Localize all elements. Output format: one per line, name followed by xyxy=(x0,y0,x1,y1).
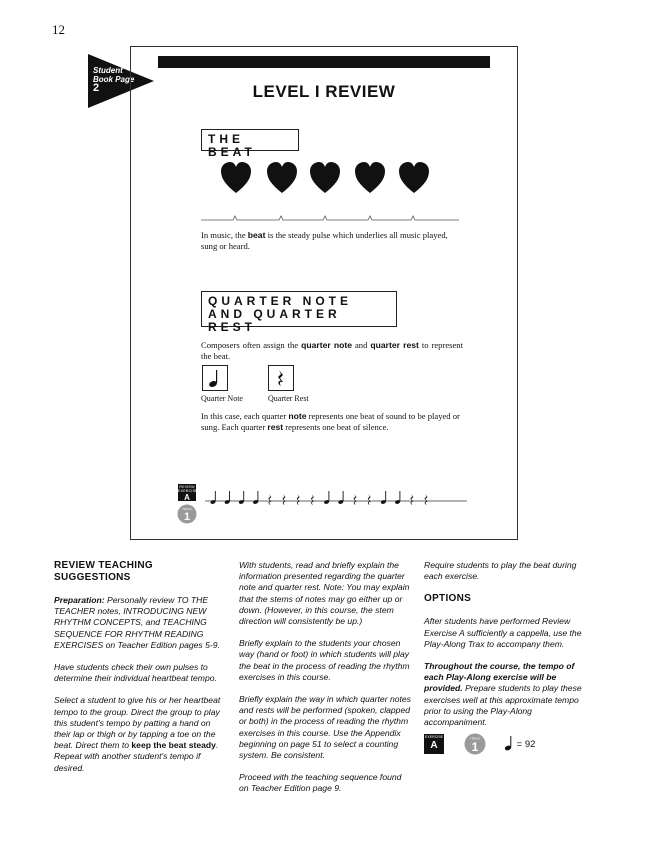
rhythm-exercise-staff xyxy=(205,486,467,510)
quarter-note-icon xyxy=(203,366,227,390)
track-large-number: 1 xyxy=(471,740,479,754)
heart-icon-5 xyxy=(399,162,429,193)
tempo-value: = 92 xyxy=(516,739,536,750)
proceed-paragraph: Proceed with the teaching sequence found on Teacher Edition page 9. xyxy=(239,772,402,794)
quarter-note-tempo-icon xyxy=(504,735,514,751)
track-number: 1 xyxy=(183,511,191,523)
rhythm-quarter-note xyxy=(224,491,230,505)
exercise-a-badge: EXERCISE A xyxy=(424,734,444,754)
rhythm-quarter-rest xyxy=(368,494,371,505)
rhythm-quarter-note xyxy=(395,491,401,505)
flag-line1: Student xyxy=(93,66,123,75)
teaching-column-2 xyxy=(239,560,412,806)
rhythm-quarter-note xyxy=(210,491,216,505)
heart-icon-2 xyxy=(267,162,297,193)
performed-paragraph: Briefly explain the way in which quarter notes and rests will be performed (spoken, clapped or both) in the process of reading the rhythm exercises in this course. Use the Appendix beginning on page 51 to select a counting system. Be consistent. xyxy=(239,694,411,761)
rhythm-quarter-note xyxy=(253,491,259,505)
rhythm-quarter-rest xyxy=(268,494,271,505)
quarter-note-heading: QUARTER NOTE AND QUARTER REST xyxy=(201,291,397,327)
review-exercise-badge: REVIEW EXERCISE A xyxy=(178,485,198,502)
page-title: LEVEL I REVIEW xyxy=(252,82,396,101)
rhythm-quarter-rest xyxy=(283,494,286,505)
rhythm-quarter-rest xyxy=(311,494,314,505)
flag-line2: Book Page xyxy=(93,75,135,84)
quarter-note-symbol-box xyxy=(202,365,228,391)
explain-paragraph: With students, read and briefly explain the information presented regarding the quarter note and quarter rest. Note: You may explain that the stems of notes may go either up or down. (However, in this course, the stem direction will consistently be up.) xyxy=(239,560,410,627)
rhythm-quarter-note xyxy=(338,491,344,505)
heart-icon-3 xyxy=(310,162,340,193)
quarter-explanation: In this case, each quarter note represents one beat of sound to be played or sung. Each quarter rest represents one beat of silence. xyxy=(201,411,460,432)
heartbeat-paragraph: Select a student to give his or her heartbeat tempo to the group. Direct the group to play this student's tempo by patting a hand on their lap or thigh or by tapping a toe on the beat. Direct them to keep the beat steady. Repeat with another student's tempo if desired. xyxy=(54,695,221,773)
composers-text: Composers often assign the quarter note and quarter rest to represent the beat. xyxy=(201,340,463,361)
heart-icon-1 xyxy=(221,162,251,193)
rhythm-quarter-note xyxy=(238,491,244,505)
rhythm-quarter-rest xyxy=(425,494,428,505)
track-label: TRACK xyxy=(182,507,192,511)
heart-icon-4 xyxy=(355,162,385,193)
beat-definition: In music, the beat is the steady pulse which underlies all music played, sung or heard. xyxy=(201,230,448,251)
quarter-rest-symbol-box xyxy=(268,365,294,391)
preparation-paragraph: Preparation: Personally review TO THE TEACHER notes, INTRODUCING NEW RHYTHM CONCEPTS, and TEACHING SEQUENCE FOR RHYTHM READING EXERCISES on Teacher Edition pages 5-9. xyxy=(54,595,220,650)
quarter-note-label: Quarter Note xyxy=(201,394,243,403)
require-paragraph: Require students to play the beat during each exercise. xyxy=(424,560,577,582)
rhythm-quarter-note xyxy=(324,491,330,505)
play-along-paragraph: After students have performed Review Exercise A sufficiently a cappella, use the Play-Along Trax to accompany them. xyxy=(424,616,582,649)
flag-page-number: 2 xyxy=(93,82,100,94)
top-black-bar xyxy=(158,56,490,68)
chosen-way-paragraph: Briefly explain to the students your chosen way (hand or foot) in which students will play the beat in the process of reading the rhythm exercises in this course. xyxy=(239,638,410,682)
track-large-label: TRACK xyxy=(469,736,481,741)
teaching-column-3 xyxy=(424,560,596,739)
review-teaching-heading: REVIEW TEACHING SUGGESTIONS xyxy=(54,560,153,583)
tempo-paragraph: Throughout the course, the tempo of each Play-Along exercise will be provided. Prepare students to play these exercises well at this approximate tempo prior to using the Play-Along accompaniment. xyxy=(424,661,582,728)
rhythm-quarter-rest xyxy=(297,494,300,505)
track-1-icon[interactable] xyxy=(464,733,486,755)
quarter-rest-label: Quarter Rest xyxy=(268,394,309,403)
rhythm-quarter-rest xyxy=(410,494,413,505)
pulse-paragraph: Have students check their own pulses to determine their individual heartbeat tempo. xyxy=(54,662,217,684)
options-heading: OPTIONS xyxy=(424,593,472,605)
tempo-marking xyxy=(504,735,535,753)
beat-heading: THE BEAT xyxy=(201,129,299,151)
rhythm-quarter-rest xyxy=(354,494,357,505)
track-icon[interactable] xyxy=(177,504,197,524)
beat-pulse-line xyxy=(201,210,459,222)
quarter-rest-icon xyxy=(269,366,293,390)
rhythm-quarter-note xyxy=(380,491,386,505)
heart-row xyxy=(218,160,438,196)
teaching-column-1 xyxy=(54,560,222,785)
page-number: 12 xyxy=(52,22,65,37)
